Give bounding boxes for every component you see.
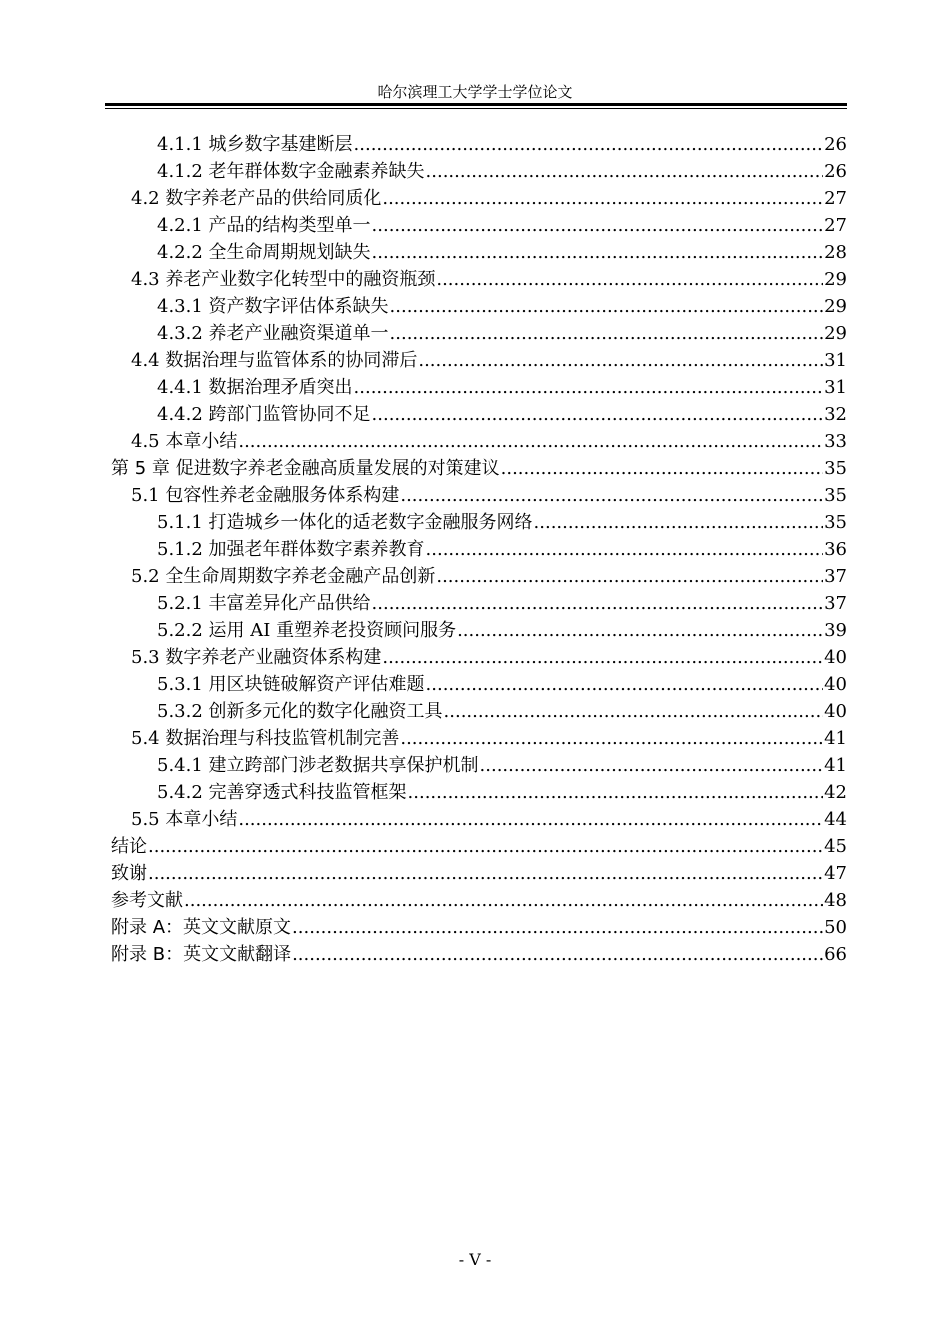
table-of-contents (111, 131, 847, 968)
toc-entry[interactable] (111, 320, 847, 347)
toc-entry[interactable] (111, 455, 847, 482)
toc-dot-leader (238, 806, 823, 833)
toc-entry-page: 42 (824, 782, 847, 803)
toc-entry[interactable] (111, 374, 847, 401)
toc-entry-page: 48 (824, 890, 847, 911)
toc-dot-leader (184, 887, 823, 914)
toc-dot-leader (372, 401, 824, 428)
toc-entry-page: 41 (824, 728, 847, 749)
toc-dot-leader (390, 320, 824, 347)
toc-entry[interactable] (111, 671, 847, 698)
toc-dot-leader (436, 266, 823, 293)
toc-entry-title: 4.4 数据治理与监管体系的协同滞后 (131, 350, 418, 371)
toc-entry[interactable] (111, 428, 847, 455)
toc-entry-page: 27 (824, 188, 847, 209)
toc-entry-title: 4.3.2 养老产业融资渠道单一 (157, 323, 389, 344)
toc-dot-leader (444, 698, 824, 725)
toc-entry-title: 5.5 本章小结 (131, 809, 238, 830)
toc-dot-leader (480, 752, 824, 779)
toc-entry-title: 5.1.1 打造城乡一体化的适老数字金融服务网络 (157, 512, 533, 533)
toc-entry[interactable] (111, 266, 847, 293)
toc-dot-leader (457, 617, 823, 644)
toc-entry-page: 37 (824, 593, 847, 614)
toc-dot-leader (426, 158, 824, 185)
toc-entry[interactable] (111, 860, 847, 887)
toc-entry-page: 29 (824, 269, 847, 290)
toc-entry[interactable] (111, 725, 847, 752)
toc-entry-title: 5.3 数字养老产业融资体系构建 (131, 647, 382, 668)
toc-entry[interactable] (111, 590, 847, 617)
toc-entry[interactable] (111, 887, 847, 914)
page-number: - V - (458, 1250, 492, 1269)
toc-dot-leader (354, 374, 824, 401)
toc-entry-page: 26 (824, 134, 847, 155)
toc-entry-page: 47 (824, 863, 847, 884)
toc-entry-title: 5.1 包容性养老金融服务体系构建 (131, 485, 400, 506)
toc-entry-title: 5.4 数据治理与科技监管机制完善 (131, 728, 400, 749)
toc-entry-title: 5.4.2 完善穿透式科技监管框架 (157, 782, 407, 803)
toc-entry-page: 32 (824, 404, 847, 425)
toc-entry-page: 35 (824, 512, 847, 533)
toc-dot-leader (292, 941, 823, 968)
toc-entry-page: 33 (824, 431, 847, 452)
toc-entry[interactable] (111, 536, 847, 563)
toc-entry[interactable] (111, 752, 847, 779)
toc-entry-title: 5.4.1 建立跨部门涉老数据共享保护机制 (157, 755, 479, 776)
toc-entry-page: 41 (824, 755, 847, 776)
toc-entry-title: 4.4.1 数据治理矛盾突出 (157, 377, 353, 398)
toc-dot-leader (382, 644, 823, 671)
toc-entry-title: 4.4.2 跨部门监管协同不足 (157, 404, 371, 425)
toc-entry-page: 40 (824, 674, 847, 695)
toc-entry-title: 5.3.2 创新多元化的数字化融资工具 (157, 701, 443, 722)
toc-entry-page: 45 (824, 836, 847, 857)
toc-dot-leader (372, 239, 824, 266)
toc-entry-title: 致谢 (111, 863, 147, 884)
toc-entry[interactable] (111, 239, 847, 266)
toc-dot-leader (436, 563, 823, 590)
toc-entry-title: 5.1.2 加强老年群体数字素养教育 (157, 539, 425, 560)
toc-entry-page: 50 (824, 917, 847, 938)
toc-entry-page: 40 (824, 647, 847, 668)
toc-entry[interactable] (111, 914, 847, 941)
toc-entry-page: 29 (824, 296, 847, 317)
toc-dot-leader (148, 860, 823, 887)
toc-dot-leader (148, 833, 823, 860)
toc-entry-title: 5.2 全生命周期数字养老金融产品创新 (131, 566, 436, 587)
toc-entry-title: 4.2 数字养老产品的供给同质化 (131, 188, 382, 209)
toc-dot-leader (501, 455, 823, 482)
toc-entry[interactable] (111, 941, 847, 968)
toc-entry[interactable] (111, 779, 847, 806)
toc-dot-leader (400, 725, 823, 752)
toc-entry[interactable] (111, 131, 847, 158)
toc-dot-leader (426, 536, 824, 563)
toc-entry-title: 4.2.2 全生命周期规划缺失 (157, 242, 371, 263)
toc-entry-page: 29 (824, 323, 847, 344)
toc-entry-page: 31 (824, 377, 847, 398)
toc-entry[interactable] (111, 806, 847, 833)
toc-entry-title: 4.2.1 产品的结构类型单一 (157, 215, 371, 236)
toc-entry-title: 附录 B：英文文献翻译 (111, 944, 292, 965)
toc-entry[interactable] (111, 293, 847, 320)
toc-entry-title: 5.2.2 运用 AI 重塑养老投资顾问服务 (157, 620, 457, 641)
toc-entry-title: 第 5 章 促进数字养老金融高质量发展的对策建议 (111, 458, 500, 479)
toc-entry-page: 66 (824, 944, 847, 965)
toc-dot-leader (372, 590, 824, 617)
toc-entry[interactable] (111, 185, 847, 212)
toc-dot-leader (238, 428, 823, 455)
toc-entry-page: 35 (824, 458, 847, 479)
toc-entry[interactable] (111, 563, 847, 590)
toc-entry-page: 28 (824, 242, 847, 263)
toc-entry[interactable] (111, 158, 847, 185)
toc-entry-title: 4.3 养老产业数字化转型中的融资瓶颈 (131, 269, 436, 290)
toc-entry-title: 4.5 本章小结 (131, 431, 238, 452)
toc-entry-page: 37 (824, 566, 847, 587)
toc-entry[interactable] (111, 833, 847, 860)
toc-dot-leader (390, 293, 824, 320)
toc-entry-page: 35 (824, 485, 847, 506)
toc-dot-leader (372, 212, 824, 239)
toc-entry[interactable] (111, 644, 847, 671)
toc-entry-page: 39 (824, 620, 847, 641)
toc-entry[interactable] (111, 212, 847, 239)
toc-dot-leader (408, 779, 824, 806)
toc-entry-title: 附录 A：英文文献原文 (111, 917, 292, 938)
toc-entry-page: 26 (824, 161, 847, 182)
toc-entry[interactable] (111, 509, 847, 536)
toc-entry[interactable] (111, 347, 847, 374)
toc-dot-leader (292, 914, 823, 941)
toc-dot-leader (400, 482, 823, 509)
toc-entry-title: 参考文献 (111, 890, 183, 911)
header-rule-thick (105, 103, 847, 106)
toc-entry-title: 4.1.2 老年群体数字金融素养缺失 (157, 161, 425, 182)
toc-entry[interactable] (111, 698, 847, 725)
toc-dot-leader (534, 509, 824, 536)
toc-entry[interactable] (111, 482, 847, 509)
toc-entry-title: 结论 (111, 836, 147, 857)
toc-dot-leader (418, 347, 823, 374)
toc-entry-page: 36 (824, 539, 847, 560)
toc-entry-title: 4.1.1 城乡数字基建断层 (157, 134, 353, 155)
toc-entry-title: 5.3.1 用区块链破解资产评估难题 (157, 674, 425, 695)
toc-dot-leader (354, 131, 824, 158)
toc-entry-page: 44 (824, 809, 847, 830)
toc-dot-leader (382, 185, 823, 212)
header-rule-thin (105, 108, 847, 109)
toc-entry-page: 31 (824, 350, 847, 371)
toc-entry[interactable] (111, 401, 847, 428)
toc-entry-title: 5.2.1 丰富差异化产品供给 (157, 593, 371, 614)
running-header: 哈尔滨理工大学学士学位论文 (377, 83, 573, 101)
toc-entry-page: 27 (824, 215, 847, 236)
toc-dot-leader (426, 671, 824, 698)
toc-entry-title: 4.3.1 资产数字评估体系缺失 (157, 296, 389, 317)
toc-entry[interactable] (111, 617, 847, 644)
toc-entry-page: 40 (824, 701, 847, 722)
